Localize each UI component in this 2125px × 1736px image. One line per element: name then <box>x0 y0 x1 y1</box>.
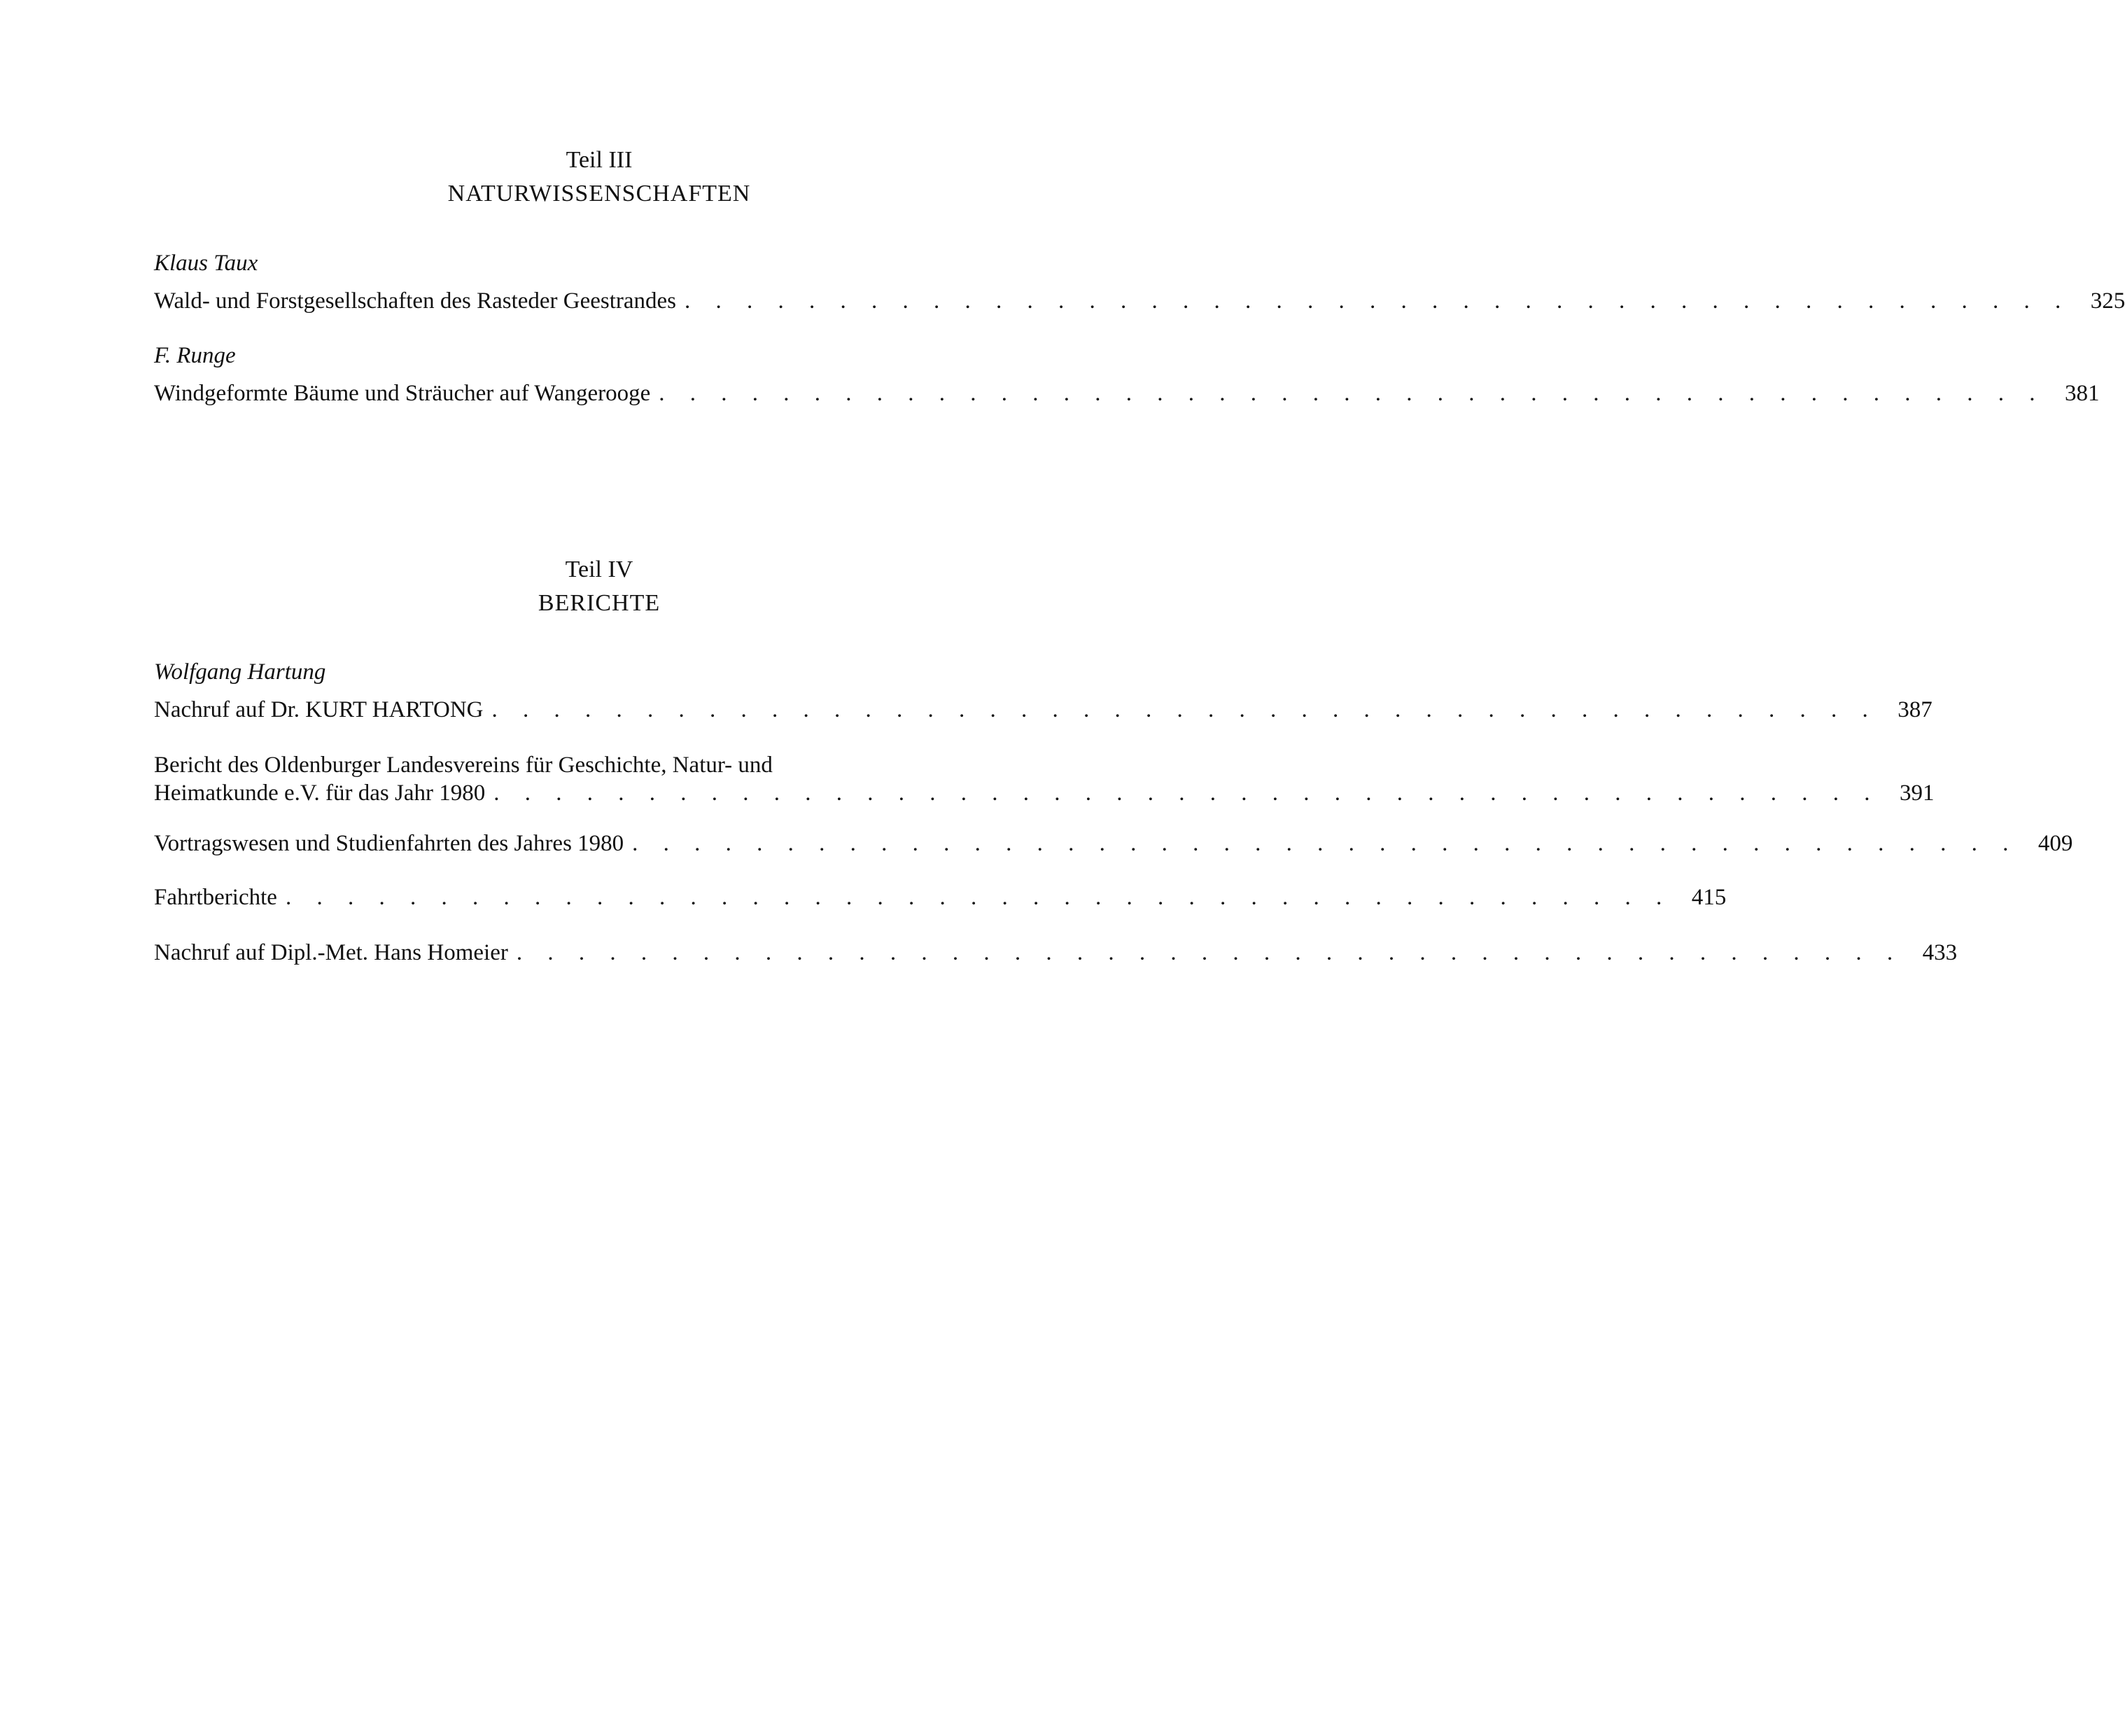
entry-page-number: 391 <box>1899 780 1935 806</box>
entry-title: Wald- und Forstgesellschaften des Rasteder Geestrandes <box>154 288 677 314</box>
author-name: Wolfgang Hartung <box>154 659 326 685</box>
part-4-heading <box>0 553 1198 620</box>
dot-leader: . . . . . . . . . . . . . . . . . . . . . . . . . . . . . . . . . . . . . . . . . . . . . <box>659 381 2045 406</box>
dot-leader: . . . . . . . . . . . . . . . . . . . . . . . . . . . . . . . . . . . . . . . . . . . . . <box>493 780 1880 806</box>
entry-page-number: 325 <box>2090 288 2125 314</box>
toc-entry[interactable] <box>154 830 2073 858</box>
dot-leader: . . . . . . . . . . . . . . . . . . . . . . . . . . . . . . . . . . . . . . . . . . . . . <box>632 831 2019 856</box>
dot-leader: . . . . . . . . . . . . . . . . . . . . . . . . . . . . . . . . . . . . . . . . . . . . . <box>285 885 1672 910</box>
part-4-title: BERICHTE <box>538 590 661 616</box>
toc-entry[interactable] <box>154 751 1935 807</box>
toc-entry[interactable] <box>154 939 1958 967</box>
toc-entry[interactable] <box>154 287 2125 315</box>
entry-title: Nachruf auf Dr. KURT HARTONG <box>154 697 484 722</box>
entry-page-number: 409 <box>2038 831 2073 856</box>
entry-title: Fahrtberichte <box>154 885 277 910</box>
part-3-heading <box>0 144 1198 211</box>
entry-title: Nachruf auf Dipl.-Met. Hans Homeier <box>154 940 508 965</box>
part-3-label: Teil III <box>566 147 633 173</box>
entry-title: Windgeformte Bäume und Sträucher auf Wangerooge <box>154 381 651 406</box>
entry-page-number: 381 <box>2065 381 2100 406</box>
toc-entry[interactable] <box>154 883 1727 911</box>
entry-page-number: 387 <box>1898 697 1933 722</box>
entry-page-number: 433 <box>1922 940 1958 965</box>
entry-title: Vortragswesen und Studienfahrten des Jahres 1980 <box>154 831 624 856</box>
author-name: F. Runge <box>154 343 236 368</box>
part-3-title: NATURWISSENSCHAFTEN <box>447 181 751 206</box>
entry-title-line-1: Bericht des Oldenburger Landesvereins für Geschichte, Natur- und <box>154 752 773 778</box>
dot-leader: . . . . . . . . . . . . . . . . . . . . . . . . . . . . . . . . . . . . . . . . . . . . . <box>491 697 1878 722</box>
entry-page-number: 415 <box>1691 885 1727 910</box>
dot-leader: . . . . . . . . . . . . . . . . . . . . . . . . . . . . . . . . . . . . . . . . . . . . . <box>516 940 1903 965</box>
toc-entry[interactable] <box>154 379 2100 407</box>
dot-leader: . . . . . . . . . . . . . . . . . . . . . . . . . . . . . . . . . . . . . . . . . . . . . <box>685 288 2071 314</box>
toc-entry[interactable] <box>154 696 1933 724</box>
part-4-label: Teil IV <box>565 556 633 582</box>
entry-title-line-2: Heimatkunde e.V. für das Jahr 1980 <box>154 780 486 806</box>
author-name: Klaus Taux <box>154 251 258 276</box>
